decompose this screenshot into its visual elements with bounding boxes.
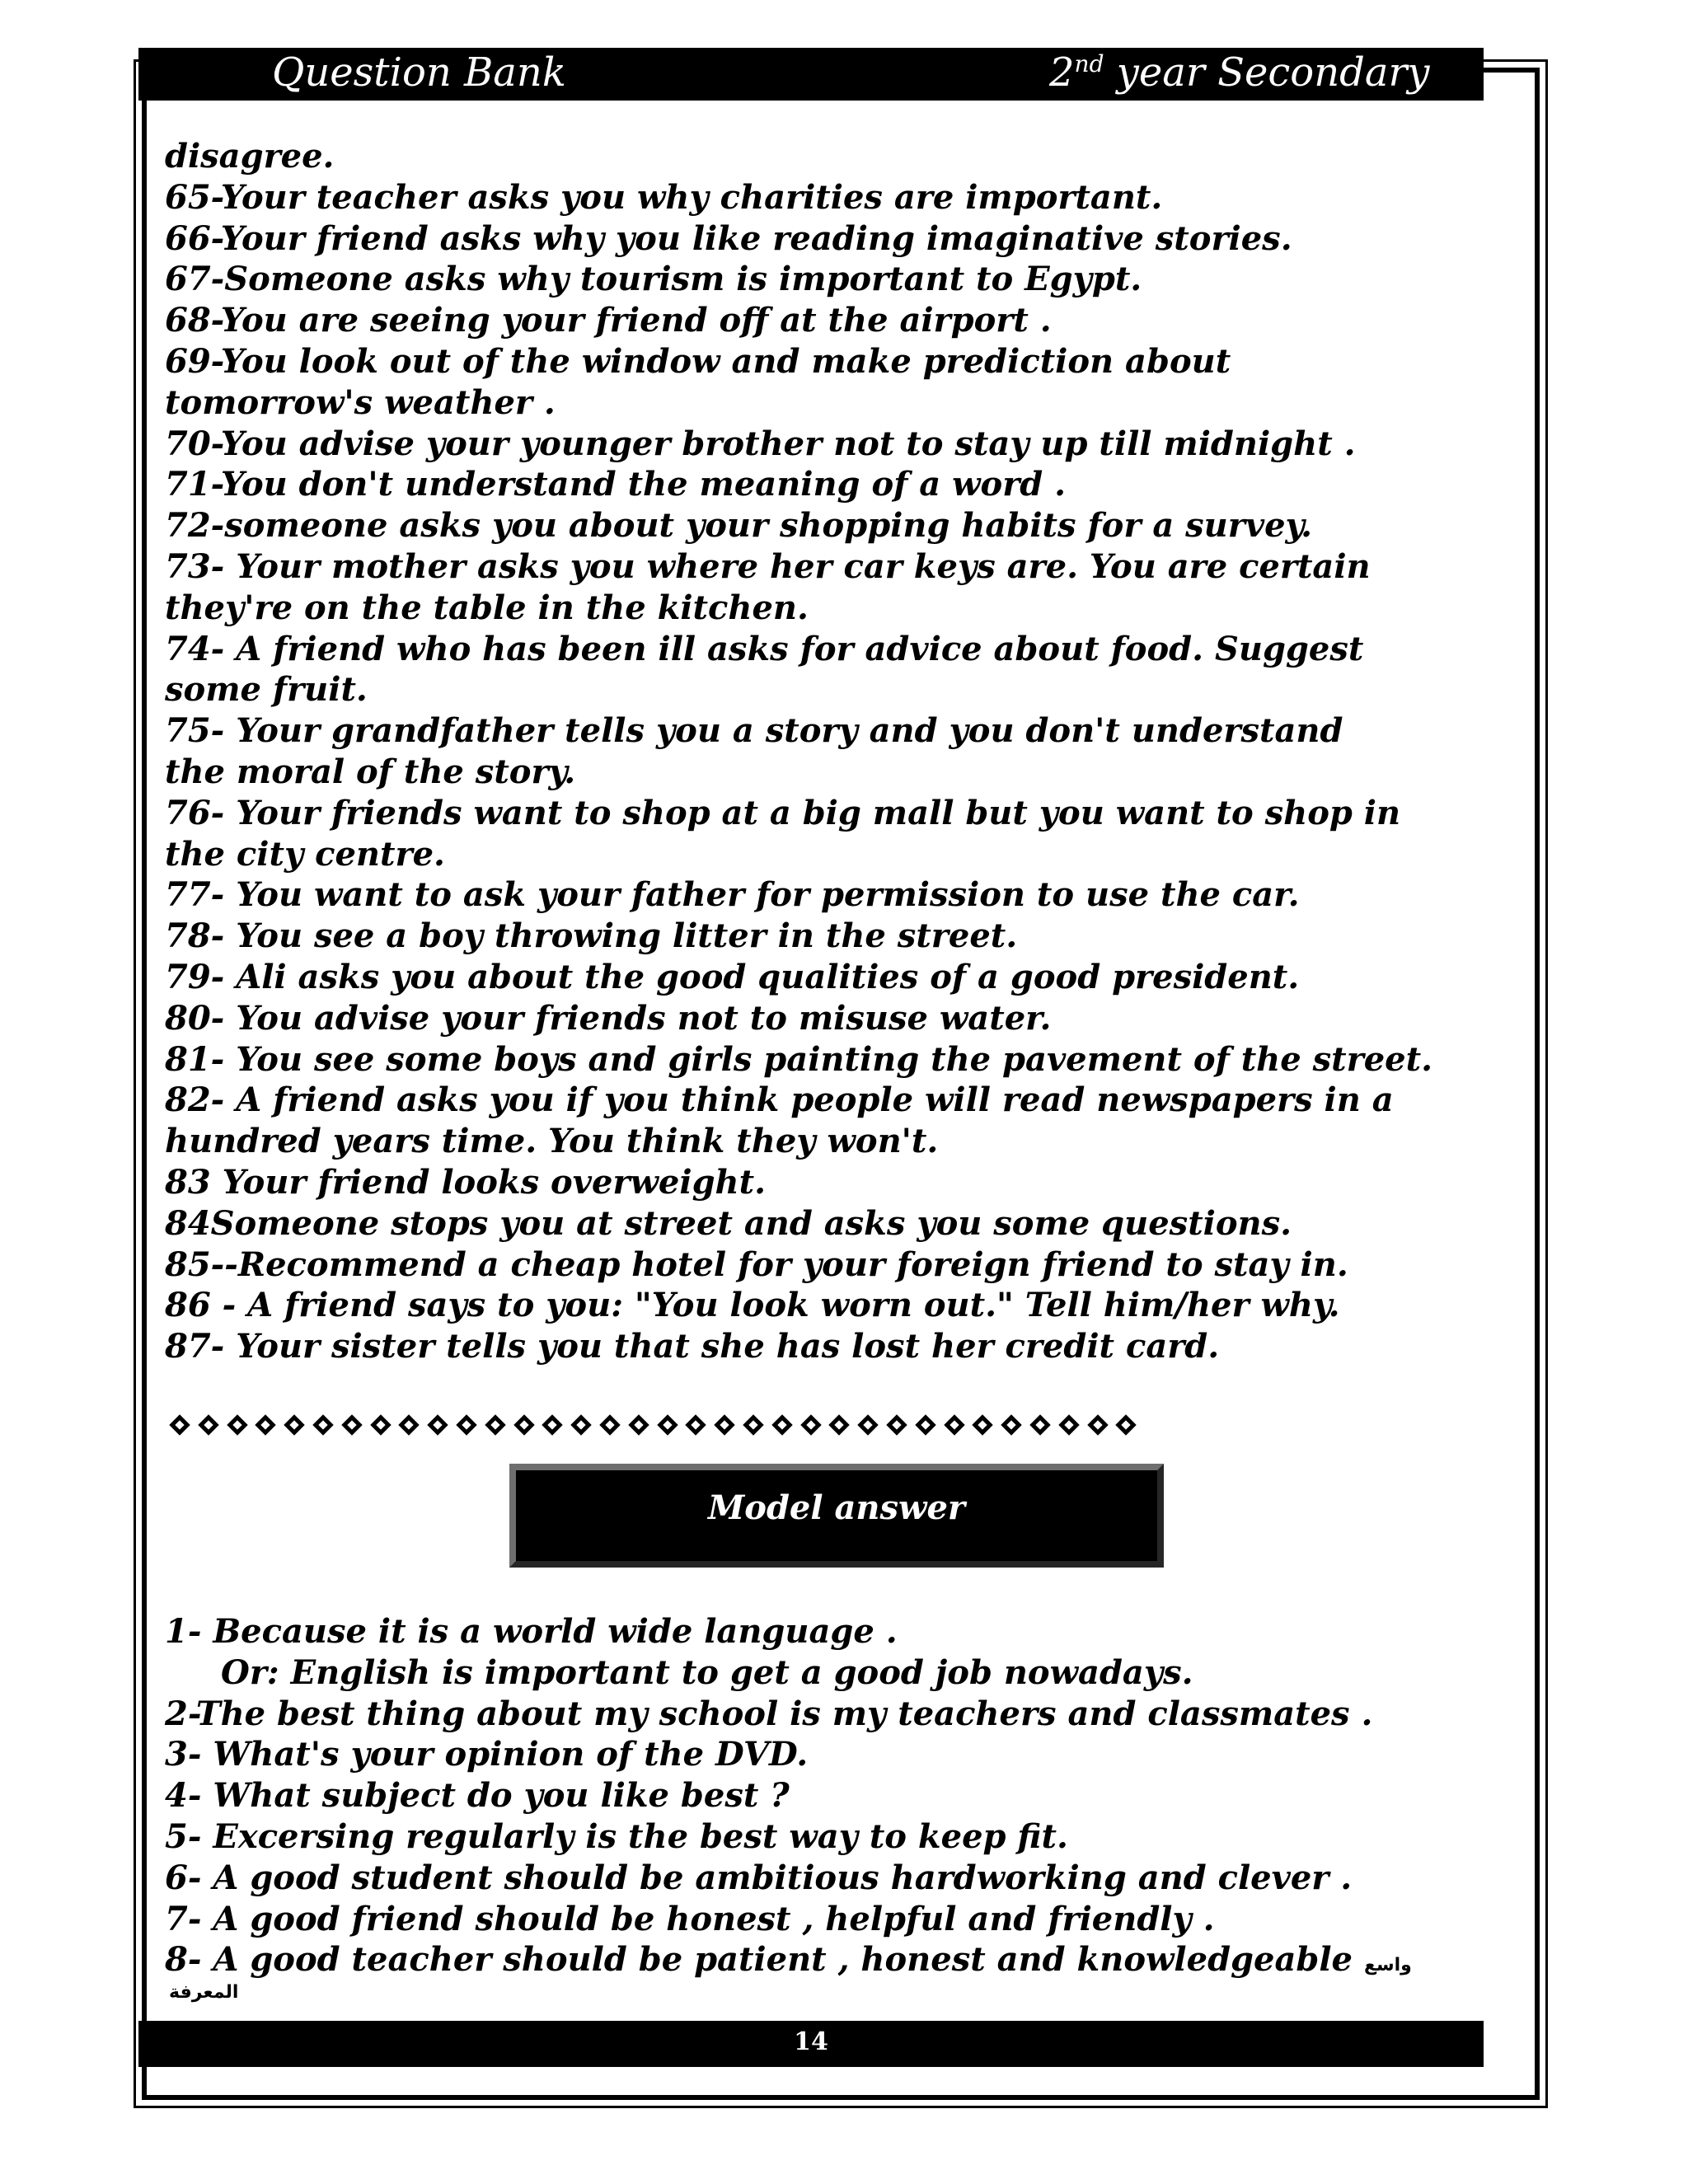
question-line: 78- You see a boy throwing litter in the street. xyxy=(165,916,1018,956)
question-line: 86 - A friend says to you: "You look worn out." Tell him/her why. xyxy=(165,1286,1340,1325)
question-line: 70-You advise your younger brother not to stay up till midnight . xyxy=(165,424,1356,463)
answer-line: 8- A good teacher should be patient , honest and knowledgeable xyxy=(165,1940,1353,1980)
diamond-icon xyxy=(771,1414,793,1436)
diamond-icon xyxy=(1001,1414,1022,1436)
answer-line: Or: English is important to get a good job nowadays. xyxy=(221,1652,1193,1692)
diamond-icon xyxy=(599,1414,621,1436)
diamond-icon xyxy=(370,1414,392,1436)
question-line: disagree. xyxy=(165,137,335,176)
question-line: 71-You don't understand the meaning of a word . xyxy=(165,465,1067,504)
diamond-icon xyxy=(972,1414,993,1436)
question-list xyxy=(165,136,1451,1367)
question-line: 87- Your sister tells you that she has lost her credit card. xyxy=(165,1327,1220,1366)
diamond-icon xyxy=(685,1414,706,1436)
footer-bar xyxy=(138,2021,1484,2067)
question-line: 67-Someone asks why tourism is important to Egypt. xyxy=(165,260,1142,299)
answer-list xyxy=(165,1611,1451,1986)
question-line: 74- A friend who has been ill asks for advice about food. Suggest xyxy=(165,629,1364,668)
diamond-icon xyxy=(628,1414,649,1436)
page-number: 14 xyxy=(794,2027,828,2056)
diamond-icon xyxy=(944,1414,965,1436)
diamond-icon xyxy=(427,1414,448,1436)
question-line: 75- Your grandfather tells you a story and you don't understand xyxy=(165,711,1343,751)
question-line: 68-You are seeing your friend off at the airport . xyxy=(165,301,1052,340)
question-line: 76- Your friends want to shop at a big mall but you want to shop in xyxy=(165,793,1401,832)
diamond-icon xyxy=(828,1414,850,1436)
diamond-icon xyxy=(284,1414,305,1436)
arabic-gloss-second: المعرفة xyxy=(169,1982,239,2003)
diamond-icon xyxy=(714,1414,735,1436)
diamond-icon xyxy=(456,1414,477,1436)
question-line: 84Someone stops you at street and asks you some questions. xyxy=(165,1203,1292,1243)
diamond-icon xyxy=(657,1414,678,1436)
question-line: 80- You advise your friends not to misuse water. xyxy=(165,998,1052,1038)
question-line: 82- A friend asks you if you think people will read newspapers in a xyxy=(165,1080,1394,1120)
question-line: 77- You want to ask your father for permission to use the car. xyxy=(165,875,1300,915)
question-line: 69-You look out of the window and make prediction about xyxy=(165,341,1231,381)
question-line: some fruit. xyxy=(165,670,368,710)
year-number: 2 xyxy=(1049,49,1075,96)
diamond-icon xyxy=(857,1414,879,1436)
diamond-icon xyxy=(398,1414,420,1436)
diamond-icon xyxy=(743,1414,764,1436)
question-line: 79- Ali asks you about the good qualities of a good president. xyxy=(165,957,1300,996)
diamond-icon xyxy=(198,1414,219,1436)
diamond-icon xyxy=(1115,1414,1137,1436)
answer-line: 3- What's your opinion of the DVD. xyxy=(165,1735,809,1774)
answer-line: 2-The best thing about my school is my teachers and classmates . xyxy=(165,1694,1373,1733)
question-line: 66-Your friend asks why you like reading imaginative stories. xyxy=(165,218,1292,258)
header-year xyxy=(1049,49,1430,96)
answer-line: 7- A good friend should be honest , helpful and friendly . xyxy=(165,1899,1215,1938)
answer-line-with-gloss xyxy=(165,1939,1451,1986)
diamond-icon xyxy=(542,1414,563,1436)
question-line: the moral of the story. xyxy=(165,752,576,791)
diamond-icon xyxy=(341,1414,363,1436)
diamond-icon xyxy=(886,1414,907,1436)
question-line: 73- Your mother asks you where her car keys are. You are certain xyxy=(165,546,1371,586)
diamond-icon xyxy=(227,1414,248,1436)
arabic-gloss-first: واسع xyxy=(1363,1955,1412,1976)
question-line: hundred years time. You think they won't. xyxy=(165,1122,939,1161)
diamond-icon xyxy=(1029,1414,1051,1436)
question-line: they're on the table in the kitchen. xyxy=(165,588,809,627)
diamond-icon xyxy=(169,1414,190,1436)
year-suffix: nd xyxy=(1074,50,1104,77)
diamond-icon xyxy=(800,1414,822,1436)
diamond-icon xyxy=(570,1414,592,1436)
question-line: the city centre. xyxy=(165,834,445,874)
answer-line: 1- Because it is a world wide language . xyxy=(165,1612,898,1651)
header-title: Question Bank xyxy=(272,49,566,96)
diamond-icon xyxy=(312,1414,334,1436)
question-line: 65-Your teacher asks you why charities are important. xyxy=(165,177,1163,217)
diamond-icon xyxy=(513,1414,535,1436)
diamond-icon xyxy=(1058,1414,1080,1436)
question-line: 72-someone asks you about your shopping habits for a survey. xyxy=(165,506,1313,546)
answer-line: 6- A good student should be ambitious hardworking and clever . xyxy=(165,1858,1353,1897)
diamond-icon xyxy=(255,1414,276,1436)
question-line: 83 Your friend looks overweight. xyxy=(165,1162,767,1202)
diamond-icon xyxy=(915,1414,936,1436)
diamond-icon xyxy=(485,1414,506,1436)
header-bar xyxy=(138,48,1484,101)
model-answer-banner xyxy=(509,1464,1164,1568)
question-line: tomorrow's weather . xyxy=(165,382,556,422)
year-rest: year Secondary xyxy=(1104,49,1430,96)
question-line: 85--Recommend a cheap hotel for your foreign friend to stay in. xyxy=(165,1244,1348,1284)
answer-line: 5- Excersing regularly is the best way to keep fit. xyxy=(165,1816,1068,1856)
model-answer-label: Model answer xyxy=(708,1488,965,1527)
diamond-separator xyxy=(169,1414,1137,1436)
answer-line: 4- What subject do you like best ? xyxy=(165,1776,790,1816)
question-line: 81- You see some boys and girls painting the pavement of the street. xyxy=(165,1039,1433,1079)
diamond-icon xyxy=(1087,1414,1109,1436)
